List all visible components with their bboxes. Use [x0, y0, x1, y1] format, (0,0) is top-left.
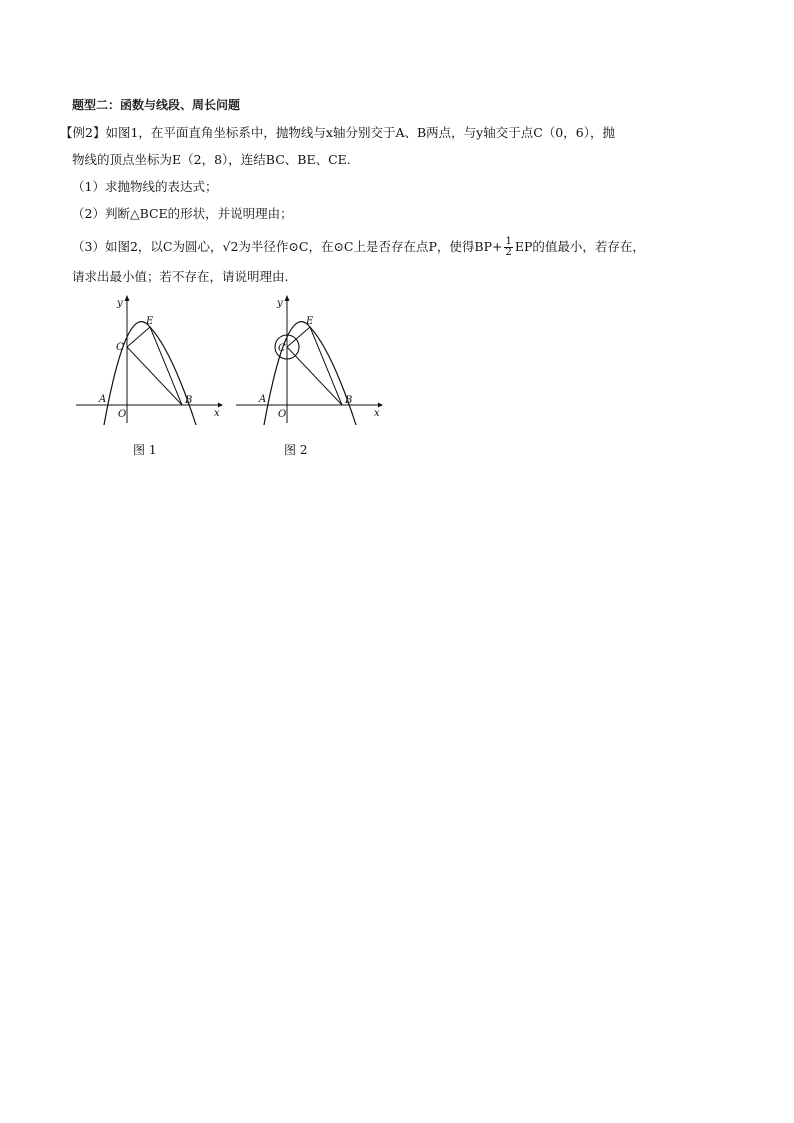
- fraction-numerator: 1: [505, 236, 512, 247]
- fraction-one-half: [504, 237, 512, 258]
- label-y: y: [277, 298, 283, 309]
- figure-1: [74, 293, 224, 428]
- part-3-text-c: EP的值最小，若存在，: [514, 239, 645, 254]
- caption-figure-1: 图 1: [133, 443, 157, 457]
- fraction-denominator: 2: [505, 247, 512, 258]
- label-a: A: [99, 394, 107, 405]
- problem-part-1: （1）求抛物线的表达式；: [72, 179, 218, 194]
- label-a: A: [259, 394, 267, 405]
- problem-part-3-continued: 请求出最小值；若不存在，请说明理由.: [72, 269, 289, 284]
- label-e: E: [306, 316, 314, 327]
- segment-bc: [127, 347, 182, 405]
- label-o: O: [118, 409, 127, 420]
- label-o: O: [278, 409, 287, 420]
- label-x: x: [214, 408, 220, 419]
- caption-figure-2: 图 2: [284, 443, 308, 457]
- label-b: B: [185, 395, 193, 406]
- problem-line-2: 物线的顶点坐标为E（2，8），连结BC、BE、CE.: [72, 152, 351, 167]
- part-3-text-b: 为半径作⊙C，在⊙C上是否存在点P，使得BP+: [238, 239, 503, 254]
- label-c: C: [278, 343, 286, 354]
- x-axis-arrow: [378, 403, 383, 408]
- label-c: C: [116, 342, 124, 353]
- label-e: E: [146, 316, 154, 327]
- part-3-text-a: （3）如图2，以C为圆心，: [72, 239, 223, 254]
- figure-2: [234, 293, 384, 428]
- problem-part-3: [72, 237, 645, 258]
- problem-line-1: 【例2】如图1，在平面直角坐标系中，抛物线与x轴分别交于A、B两点，与y轴交于点C（0，6），抛: [60, 125, 615, 140]
- segment-be: [310, 327, 342, 405]
- x-axis-arrow: [218, 403, 223, 408]
- segment-be: [150, 327, 182, 405]
- label-y: y: [117, 298, 123, 309]
- label-b: B: [345, 395, 353, 406]
- sqrt-two: √2: [222, 239, 239, 254]
- section-title: 题型二：函数与线段、周长问题: [72, 98, 241, 112]
- problem-part-2: （2）判断△BCE的形状，并说明理由；: [72, 206, 293, 221]
- label-x: x: [374, 408, 380, 419]
- y-axis-arrow: [125, 295, 130, 301]
- y-axis-arrow: [285, 295, 290, 301]
